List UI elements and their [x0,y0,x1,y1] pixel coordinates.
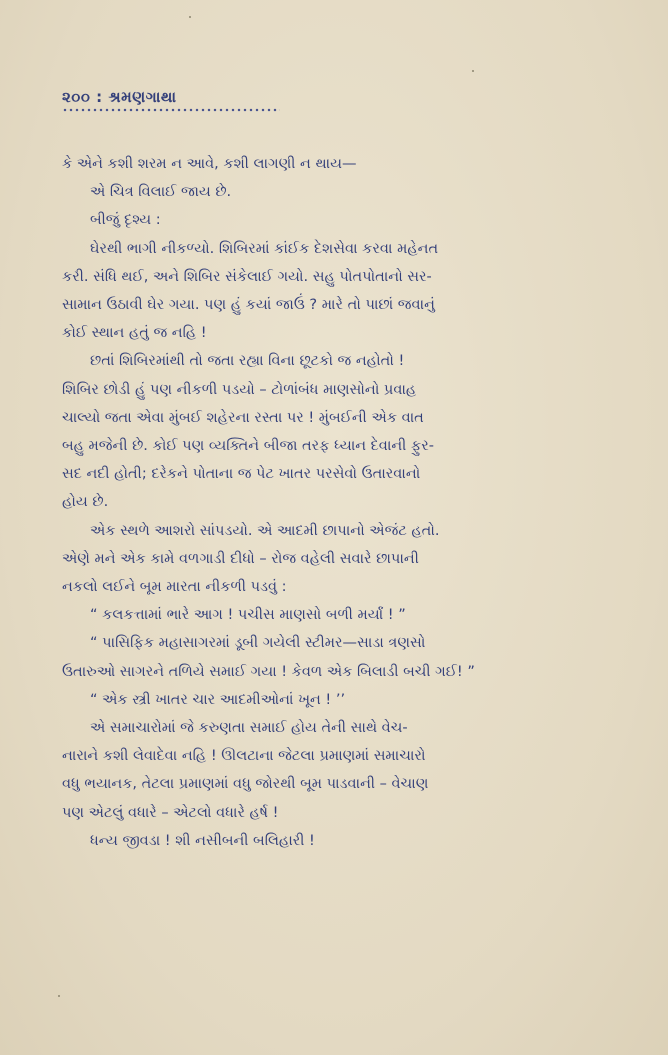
book-title: શ્રમણગાથા [108,88,177,106]
text-line: હોય છે. [62,494,109,511]
text-line: નારાને કશી લેવાદેવા નહિ ! ઊલટાના જેટલા પ્રમાણમાં સમાચારો [62,748,426,765]
text-line: કે એને કશી શરમ ન આવે, કશી લાગણી ન થાય— [62,156,357,172]
text-line: નકલો લઈને બૂમ મારતા નીકળી પડવું : [62,579,287,596]
text-line: ધન્ય જીવડા ! શી નસીબની બલિહારી ! [90,832,315,849]
text-line: “ કલકત્તામાં ભારે આગ ! પચીસ માણસો બળી મર્યાં ! ” [90,607,406,624]
text-line: “ એક સ્ત્રી ખાતર ચાર આદમીઓનાં ખૂન ! ’’ [90,691,346,708]
text-line: એ ચિત્ર વિલાઈ જાય છે. [90,184,232,201]
text-line: ઉતારુઓ સાગરને તળિયે સમાઈ ગયા ! કેવળ એક બિલાડી બચી ગઈ! ” [62,663,475,680]
header-dotted-rule [62,108,280,113]
page-number: ૨૦૦ [62,88,91,106]
text-line: છતાં શિબિરમાંથી તો જતા રહ્યા વિના છૂટકો જ નહોતો ! [90,353,405,370]
paper-speck [189,16,191,18]
page-body [62,150,622,855]
text-line: એ સમાચારોમાં જે કરુણતા સમાઈ હોય તેની સાથે વેચ- [90,720,408,737]
text-line: પણ એટલું વધારે – એટલો વધારે હર્ષ ! [62,804,279,821]
text-line: કોઈ સ્થાન હતું જ નહિ ! [62,325,207,342]
text-line: કરી. સંધિ થઈ, અને શિબિર સંકેલાઈ ગયો. સહુ પોતપોતાનો સર- [62,268,432,285]
text-line: ચાલ્યો જતા એવા મુંબઈ શહેરના રસ્તા પર ! મુંબઈની એક વાત [62,409,424,426]
text-line: બીજું દૃશ્ય : [90,212,161,229]
text-line: શિબિર છોડી હું પણ નીકળી પડયો – ટોળાંબંધ માણસોનો પ્રવાહ [62,381,417,398]
text-line: સદ નદી હોતી; દરેકને પોતાના જ પેટ ખાતર પરસેવો ઉતારવાનો [62,466,421,483]
text-line: ઘેરથી ભાગી નીકળ્યો. શિબિરમાં કાંઈક દેશસેવા કરવા મહેનત [90,240,439,257]
text-line: એક સ્થળે આશરો સાંપડયો. એ આદમી છાપાનો એજંટ હતો. [90,522,440,539]
text-line: એણે મને એક કામે વળગાડી દીધો – રોજ વહેલી સવારે છાપાની [62,550,419,567]
header-text [62,88,622,106]
running-header [62,88,622,113]
text-line: બહુ મજેની છે. કોઈ પણ વ્યક્તિને બીજા તરફ ધ્યાન દેવાની ફુર- [62,438,435,455]
header-separator: : [96,88,103,106]
paper-speck [472,70,474,72]
paper-speck [58,995,60,997]
text-line: “ પાસિફિક મહાસાગરમાં ડૂબી ગયેલી સ્ટીમર—સાડા ત્રણસો [90,635,426,652]
text-line: સામાન ઉઠાવી ઘેર ગયા. પણ હું કયાં જાઉં ? મારે તો પાછાં જવાનું [62,297,435,314]
text-line: વધુ ભયાનક, તેટલા પ્રમાણમાં વધુ જોરથી બૂમ પાડવાની – વેચાણ [62,776,429,793]
